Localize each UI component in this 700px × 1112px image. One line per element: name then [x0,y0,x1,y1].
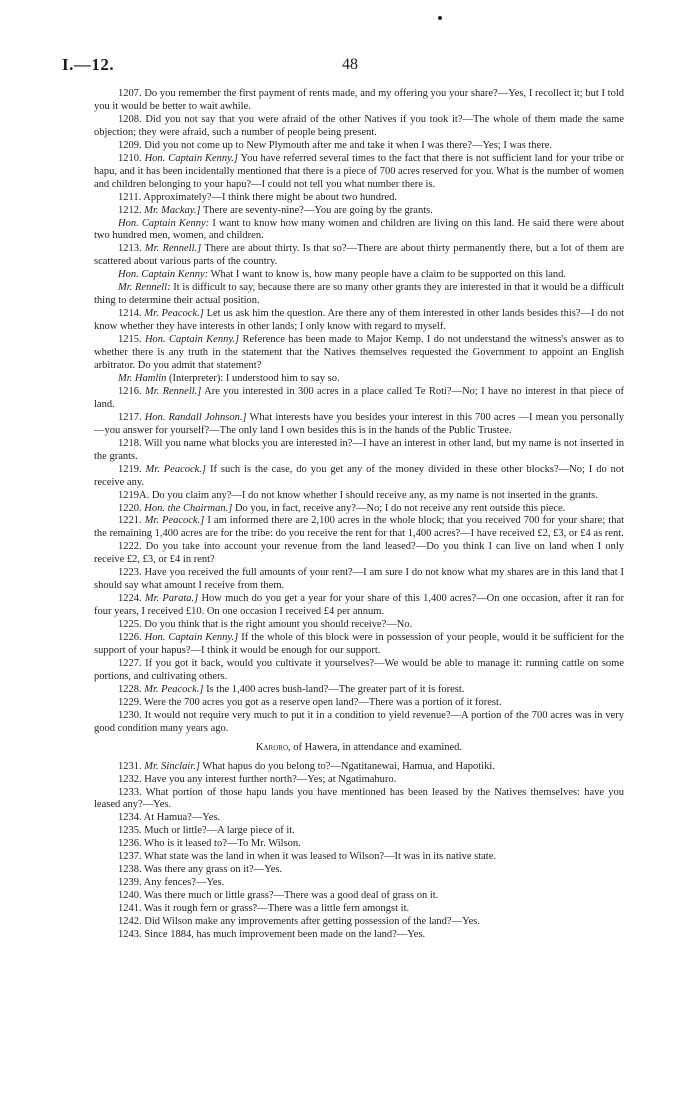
question-number: 1221. [118,515,142,527]
paragraph-text: Is the 1,400 acres bush-land?—The greater part of it is forest. [206,683,465,695]
question-paragraph [94,929,624,942]
paragraph-text: Are you interested in 300 acres in a place called Te Roti?—No; I have no interest in that piece of land. [94,385,625,410]
paragraph-text: 1230. It would not require very much to put it in a condition to yield revenue?—A portion of the 700 acres was in very good condition many years ago. [94,709,624,734]
question-paragraph [94,787,624,813]
paragraph-text: I want to know how many women and children are living on this land. He said there were about two hundred men, women, and children. [94,217,624,242]
paragraph-text: 1242. Did Wilson make any improvements after getting possession of the land?—Yes. [118,916,480,928]
question-paragraph [94,774,624,787]
paragraph-text: 1235. Much or little?—A large piece of it. [118,825,295,837]
question-paragraph [94,412,624,438]
testimony-section-1 [94,88,624,736]
question-paragraph [94,243,624,269]
speaker-name: Mr. Parata.] [144,593,199,605]
speaker-name: Hon. Randall Johnson.] [144,411,247,423]
speaker-name: Mr. Peacock.] [144,515,205,527]
paragraph-text: 1236. Who is it leased to?—To Mr. Wilson. [118,838,301,850]
document-body [94,88,624,942]
question-number: 1228. [118,683,142,695]
question-paragraph [94,114,624,140]
paragraph-text: 1234. At Hamua?—Yes. [118,812,221,824]
page-number: 48 [342,56,358,73]
speaker-name: Mr. Mackay.] [144,204,201,216]
question-paragraph [94,334,624,373]
question-number: 1215. [118,334,142,346]
question-paragraph [94,140,624,153]
speaker-name: Hon. Captain Kenny.] [144,152,238,164]
question-paragraph [94,282,624,308]
paragraph-text: 1243. Since 1884, has much improvement been made on the land?—Yes. [118,929,426,940]
question-paragraph [94,838,624,851]
testimony-section-2 [94,761,624,942]
speaker-name: Hon. Captain Kenny: [118,217,210,229]
paragraph-text: 1223. Have you received the full amounts of your rent?—I am sure I do not know what my shares are in this land that I should say what amount I receive from them. [94,567,624,592]
question-paragraph [94,464,624,490]
speaker-name: Mr. Sinclair.] [144,760,200,772]
paragraph-text: 1229. Were the 700 acres you got as a reserve open land?—There was a portion of it forest. [118,696,502,708]
question-paragraph [94,851,624,864]
speaker-name: Mr. Rennell.] [144,385,202,397]
paragraph-text: (Interpreter): I understood him to say so. [169,372,340,384]
paragraph-text: Let us ask him the question. Are there any of them interested in other lands besides this?—I do not know whether they have interests in other lands; I only know with regard to myself. [94,308,624,333]
paragraph-text: Do you, in fact, receive any?—No; I do not receive any rent outside this piece. [234,502,566,514]
section-heading [94,742,624,755]
question-paragraph [94,541,624,567]
question-paragraph [94,812,624,825]
paragraph-text: 1218. Will you name what blocks you are interested in?—I have an interest in other land, but my name is not inserted in the grants. [94,437,624,462]
question-paragraph [94,877,624,890]
paragraph-text: If the whole of this block were in possession of your people, would it be sufficient for the support of your hapus?—I think it would be enough for our support. [94,632,625,656]
paragraph-text: 1237. What state was the land in when it was leased to Wilson?—It was in its native state. [118,851,496,863]
question-paragraph [94,373,624,386]
question-paragraph [94,903,624,916]
paragraph-text: I am informed there are 2,100 acres in the whole block; that you received 700 for your share; that the remaining 1,400 acres are for the tribe: do you receive the rent for that 1,400 acres?—I have received £2, £3, or £4 as rent. [94,515,625,540]
question-paragraph [94,490,624,503]
question-paragraph [94,218,624,244]
speaker-name: Mr. Rennell.] [144,243,202,255]
question-paragraph [94,916,624,929]
speaker-name: Mr. Rennell: [118,282,171,294]
question-paragraph [94,503,624,516]
question-paragraph [94,593,624,619]
question-number: 1217. [118,411,142,423]
question-number: 1220. [118,502,142,514]
paragraph-text: Reference has been made to Major Kemp. I do not understand the witness's answer as to whether there is any truth in the statement that the Natives themselves requested the Government to appoint an English arbitrator. Do you admit that statement? [94,334,624,372]
speaker-name: Mr. Peacock.] [144,683,204,695]
speaker-name: Mr. Peacock.] [145,463,207,475]
paragraph-text: What I want to know is, how many people have a claim to be supported on this land. [210,269,567,281]
speaker-name: Hon. Captain Kenny: [118,269,209,281]
question-paragraph [94,567,624,593]
question-number: 1226. [118,632,142,644]
question-paragraph [94,386,624,412]
speaker-name: Hon. Captain Kenny.] [144,334,240,346]
paragraph-text: 1233. What portion of those hapu lands you have mentioned has been leased by the Natives themselves: have you leased any?—Yes. [94,786,624,811]
paragraph-text: If such is the case, do you get any of the money divided in these other blocks?—No; I do not receive any. [94,463,625,488]
paragraph-text: 1225. Do you think that is the right amount you should receive?—No. [118,619,413,631]
question-paragraph [94,697,624,710]
question-paragraph [94,515,624,541]
paragraph-text: 1209. Did you not come up to New Plymouth after me and take it when I was there?—Yes; I was there. [118,139,553,151]
question-paragraph [94,308,624,334]
document-reference: I.—12. [62,55,115,74]
question-paragraph [94,88,624,114]
question-number: 1213. [118,243,142,255]
question-number: 1231. [118,760,142,772]
question-number: 1210. [118,152,142,164]
speaker-name: Hon. the Chairman.] [144,502,233,514]
question-paragraph [94,761,624,774]
witness-heading-rest: , of Hawera, in attendance and examined. [288,741,463,753]
speaker-name: Mr. Hamlin [118,372,167,384]
speaker-name: Mr. Peacock.] [144,308,204,320]
question-paragraph [94,684,624,697]
paragraph-text: 1222. Do you take into account your revenue from the land leased?—Do you think I can live on land when I only receive £2, £3, or £4 in rent? [94,541,624,566]
question-paragraph [94,890,624,903]
paragraph-text: 1232. Have you any interest further north?—Yes; at Ngatimahuro. [118,773,397,785]
paragraph-text: What hapus do you belong to?—Ngatitanewai, Hamua, and Hapotiki. [202,760,495,772]
paragraph-text: It is difficult to say, because there are so many other grants they are interested in that it would be a difficult thing to determine their actual position. [94,282,624,307]
paragraph-text: How much do you get a year for your share of this 1,400 acres?—On one occasion, after it ran for four years, I received £10. On one occasion I received £4 per annum. [94,593,625,618]
paragraph-text: 1211. Approximately?—I think there might be about two hundred. [118,191,397,203]
paragraph-text: 1227. If you got it back, would you cultivate it yourselves?—We would be able to manage it: running cattle on some portions, and cultivating others. [94,657,624,682]
question-number: 1214. [118,308,142,320]
question-number: 1224. [118,593,142,605]
paragraph-text: What interests have you besides your interest in this 700 acres —I mean you personally—you answer for yourself?—The only land I own besides this is in the hands of the Public Trustee. [94,411,624,436]
question-paragraph [94,632,624,658]
question-paragraph [94,864,624,877]
paragraph-text: 1219A. Do you claim any?—I do not know whether I should receive any, as my name is not inserted in the grants. [118,489,598,501]
question-paragraph [94,205,624,218]
paragraph-text: 1239. Any fences?—Yes. [118,877,225,889]
question-number: 1219. [118,463,142,475]
question-paragraph [94,619,624,632]
question-paragraph [94,269,624,282]
paragraph-text: You have referred several times to the fact that there is not sufficient land for your tribe or hapu, and it has been incidentally mentioned that there is a piece of 700 acres reserved for you. What is the number of women and children belonging to your hapu?—I could not tell you what number there is. [94,152,624,190]
paragraph-text: 1240. Was there much or little grass?—There was a good deal of grass on it. [118,890,439,902]
witness-name: Karoro [255,741,289,753]
paragraph-text: There are seventy-nine?—You are going by the grants. [202,204,433,216]
question-paragraph [94,192,624,205]
speaker-name: Hon. Captain Kenny.] [144,632,239,644]
question-paragraph [94,710,624,736]
question-paragraph [94,658,624,684]
paragraph-text: 1241. Was it rough fern or grass?—There was a little fern amongst it. [118,903,410,915]
question-number: 1216. [118,385,142,397]
paragraph-text: 1207. Do you remember the first payment of rents made, and my offering you your share?—Yes, I recollect it; but I told you it would be better to wait awhile. [94,88,624,112]
ink-dot [438,16,442,20]
paragraph-text: 1208. Did you not say that you were afraid of the other Natives if you took it?—The whole of them made the same objection; they were afraid, such a number of people being present. [94,113,624,138]
paragraph-text: 1238. Was there any grass on it?—Yes. [118,864,283,876]
question-paragraph [94,153,624,192]
question-number: 1212. [118,204,142,216]
question-paragraph [94,825,624,838]
question-paragraph [94,438,624,464]
paragraph-text: There are about thirty. Is that so?—There are about thirty permanently there, but a lot of them are scattered about various parts of the country. [94,243,625,268]
